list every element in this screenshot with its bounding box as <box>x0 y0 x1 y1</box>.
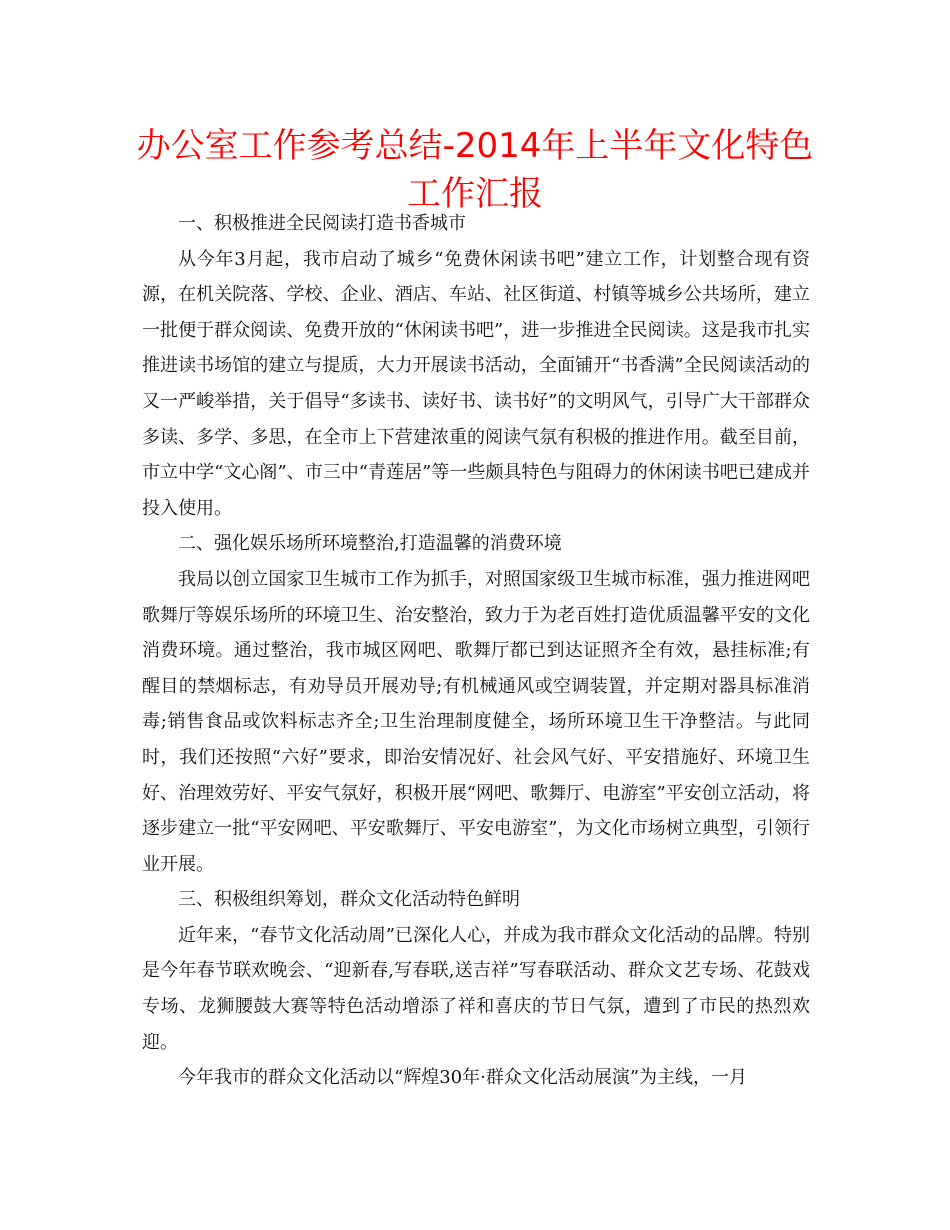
paragraph: 今年我市的群众文化活动以“辉煌30年·群众文化活动展演”为主线，一月 <box>178 1067 748 1089</box>
document-body <box>142 206 810 1096</box>
document-title: 办公室工作参考总结-2014年上半年文化特色工作汇报 <box>136 126 814 214</box>
paragraph: 从今年3月起，我市启动了城乡“免费休闲读书吧”建立工作，计划整合现有资源，在机关院落、学校、企业、酒店、车站、社区街道、村镇等城乡公共场所，建立一批便于群众阅读、免费开放的“休闲读书吧”，进一步推进全民阅读。这是我市扎实推进读书场馆的建立与提质，大力开展读书活动，全面铺开“书香满”全民阅读活动的又一严峻举措，关于倡导“多读书、读好书、读书好”的文明风气，引导广大干部群众多读、多学、多思，在全市上下营建浓重的阅读气氛有积极的推进作用。截至目前，市立中学“文心阁”、市三中“青莲居”等一些颇具特色与阻碍力的休闲读书吧已建成并投入使用。 <box>142 248 810 519</box>
section-heading-1: 一、积极推进全民阅读打造书香城市 <box>178 213 466 234</box>
paragraph: 我局以创立国家卫生城市工作为抓手，对照国家级卫生城市标准，强力推进网吧歌舞厅等娱乐场所的环境卫生、治安整治，致力于为老百姓打造优质温馨平安的文化消费环境。通过整治，我市城区网吧、歌舞厅都已到达证照齐全有效，悬挂标准;有醒目的禁烟标志，有劝导员开展劝导;有机械通风或空调装置，并定期对器具标准消毒;销售食品或饮料标志齐全;卫生治理制度健全，场所环境卫生干净整洁。与此同时，我们还按照“六好”要求，即治安情况好、社会风气好、平安措施好、环境卫生好、治理效劳好、平安气氛好，积极开展“网吧、歌舞厅、电游室”平安创立活动，将逐步建立一批“平安网吧、平安歌舞厅、平安电游室”，为文化市场树立典型，引领行业开展。 <box>142 568 810 875</box>
section-heading-3: 三、积极组织筹划，群众文化活动特色鲜明 <box>178 889 520 911</box>
paragraph: 近年来，“春节文化活动周”已深化人心，并成为我市群众文化活动的品牌。特别是今年春节联欢晚会、“迎新春,写春联,送吉祥”写春联活动、群众文艺专场、花鼓戏专场、龙狮腰鼓大赛等特色活动增添了祥和喜庆的节日气氛，遭到了市民的热烈欢迎。 <box>142 924 810 1053</box>
section-heading-2: 二、强化娱乐场所环境整治,打造温馨的消费环境 <box>178 533 562 555</box>
